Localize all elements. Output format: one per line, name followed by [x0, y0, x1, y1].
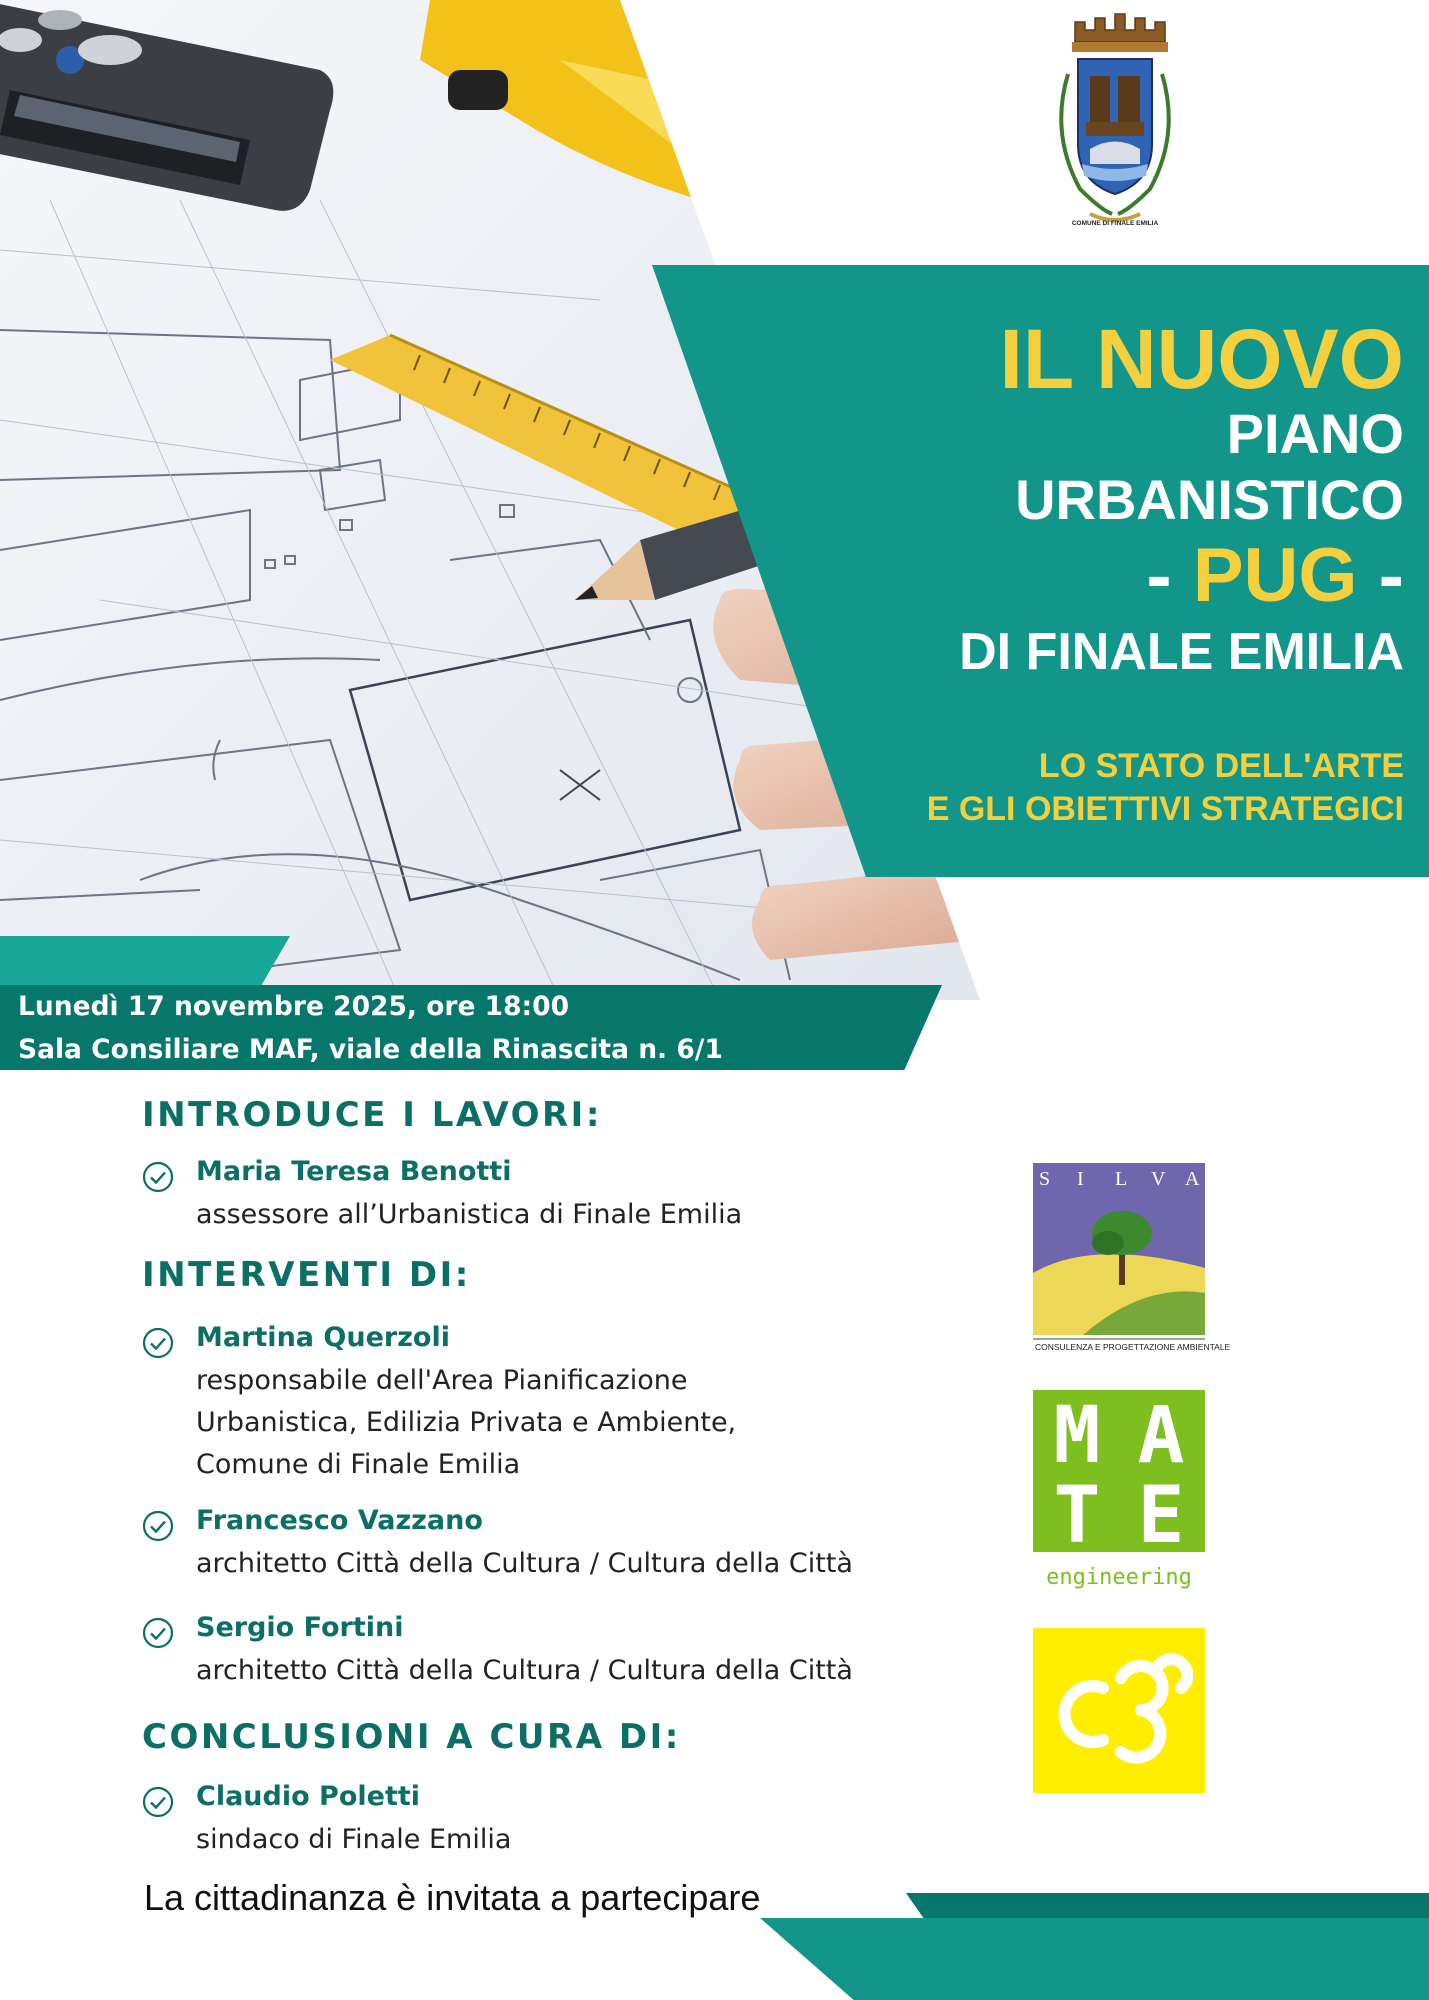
check-circle-icon	[142, 1161, 174, 1193]
mate-caption: engineering	[1046, 1565, 1192, 1590]
silva-caption: CONSULENZA E PROGETTAZIONE AMBIENTALE	[1035, 1342, 1231, 1352]
banner-text	[18, 985, 723, 1071]
title-pug: PUG	[1192, 533, 1358, 618]
check-circle-icon	[142, 1786, 174, 1818]
mate-letter: T	[1053, 1471, 1101, 1561]
silva-letter: A	[1185, 1168, 1200, 1190]
talks-heading: INTERVENTI DI:	[142, 1255, 471, 1295]
mate-letter: A	[1137, 1391, 1185, 1481]
silva-letter: I	[1077, 1168, 1084, 1190]
speaker-role: assessore all’Urbanistica di Finale Emilia	[196, 1199, 743, 1230]
speaker-name: Claudio Poletti	[196, 1781, 421, 1812]
speaker-name: Maria Teresa Benotti	[196, 1156, 512, 1187]
closing-heading: CONCLUSIONI A CURA DI:	[142, 1717, 681, 1757]
speaker-role: architetto Città della Cultura / Cultura della Città	[196, 1548, 853, 1579]
title-dash-right: -	[1357, 533, 1404, 618]
city-crest-icon	[1050, 14, 1180, 232]
subtitle-line-1: LO STATO DELL'ARTE	[1038, 747, 1404, 785]
title-line-piano: PIANO	[1226, 402, 1404, 465]
speaker-name: Francesco Vazzano	[196, 1505, 483, 1536]
silva-letter: L	[1115, 1168, 1128, 1190]
check-circle-icon	[142, 1617, 174, 1649]
speaker-role: architetto Città della Cultura / Cultura della Città	[196, 1655, 853, 1686]
mate-letter: E	[1137, 1471, 1185, 1561]
event-title	[959, 312, 1404, 685]
title-line-urbanistico: URBANISTICO	[1015, 468, 1404, 531]
invitation-text: La cittadinanza è invitata a partecipare	[144, 1877, 761, 1918]
silva-letter: V	[1151, 1168, 1166, 1190]
speaker-name: Sergio Fortini	[196, 1612, 404, 1643]
crest-caption: COMUNE DI FINALE EMILIA	[1071, 220, 1159, 227]
silva-logo	[1033, 1163, 1231, 1353]
intro-heading: INTRODUCE I LAVORI:	[142, 1095, 602, 1135]
event-date: Lunedì 17 novembre 2025, ore 18:00	[18, 991, 570, 1022]
check-circle-icon	[142, 1327, 174, 1359]
speaker-role: responsabile dell'Area Pianificazione Urbanistica, Edilizia Privata e Ambiente, Comune di Finale Emilia	[196, 1365, 737, 1480]
c3c-logo-icon	[1033, 1628, 1205, 1793]
title-dash-left: -	[1146, 533, 1193, 618]
event-venue: Sala Consiliare MAF, viale della Rinascita n. 6/1	[18, 1034, 723, 1065]
title-line-pug	[959, 533, 1404, 619]
mate-letter: M	[1053, 1391, 1101, 1481]
title-line-finale-emilia: DI FINALE EMILIA	[959, 623, 1404, 681]
footer-stripe	[760, 1918, 1429, 2000]
subtitle-line-2: E GLI OBIETTIVI STRATEGICI	[926, 790, 1404, 828]
title-line-il-nuovo: IL NUOVO	[999, 312, 1404, 406]
speaker-name: Martina Querzoli	[196, 1322, 450, 1353]
mate-engineering-logo	[1033, 1390, 1205, 1590]
silva-letter: S	[1039, 1168, 1051, 1190]
event-subtitle	[927, 745, 1404, 831]
speaker-role: sindaco di Finale Emilia	[196, 1824, 512, 1855]
check-circle-icon	[142, 1510, 174, 1542]
